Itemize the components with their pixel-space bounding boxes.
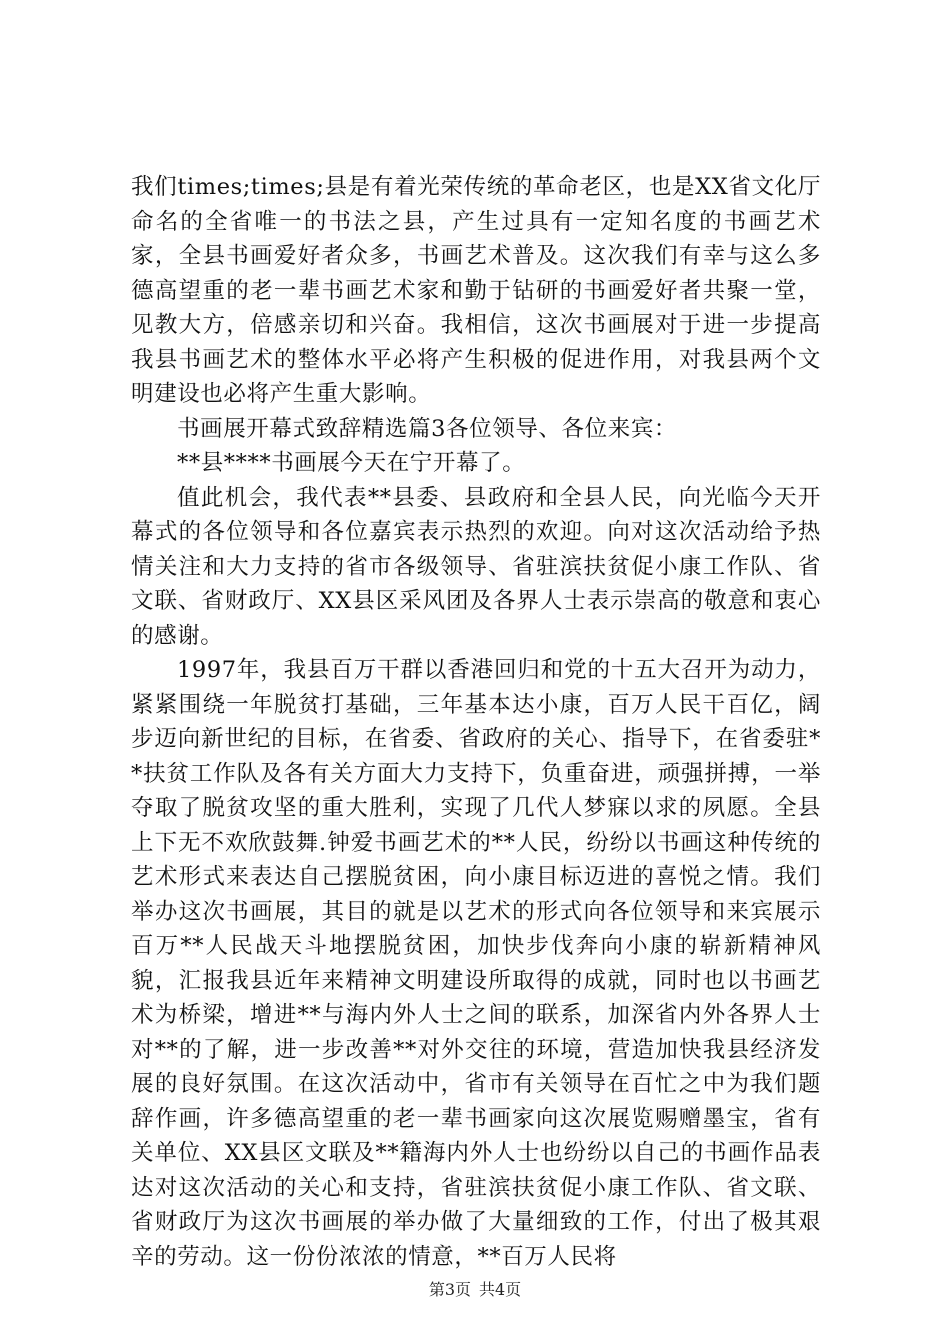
document-body [131,170,821,1274]
page-footer [0,1280,950,1300]
page-total: 共4页 [479,1280,522,1299]
paragraph-4: 值此机会，我代表**县委、县政府和全县人民，向光临今天开幕式的各位领导和各位嘉宾表示热烈的欢迎。向对这次活动给予热情关注和大力支持的省市各级领导、省驻滨扶贫促小康工作队、省文联、省财政厅、XX县区采风团及各界人士表示崇高的敬意和衷心的感谢。 [131,484,821,649]
paragraph-5: 1997年，我县百万干群以香港回归和党的十五大召开为动力，紧紧围绕一年脱贫打基础，三年基本达小康，百万人民干百亿，阔步迈向新世纪的目标，在省委、省政府的关心、指导下，在省委驻**扶贫工作队及各有关方面大力支持下，负重奋进，顽强拼搏，一举夺取了脱贫攻坚的重大胜利，实现了几代人梦寐以求的夙愿。全县上下无不欢欣鼓舞.钟爱书画艺术的**人民，纷纷以书画这种传统的艺术形式来表达自己摆脱贫困，向小康目标迈进的喜悦之情。我们举办这次书画展，其目的就是以艺术的形式向各位领导和来宾展示百万**人民战天斗地摆脱贫困，加快步伐奔向小康的崭新精神风貌，汇报我县近年来精神文明建设所取得的成就，同时也以书画艺术为桥梁，增进**与海内外人士之间的联系，加深省内外各界人士对**的了解，进一步改善**对外交往的环境，营造加快我县经济发展的良好氛围。在这次活动中，省市有关领导在百忙之中为我们题辞作画，许多德高望重的老一辈书画家向这次展览赐赠墨宝，省有关单位、XX县区文联及**籍海内外人士也纷纷以自己的书画作品表达对这次活动的关心和支持，省驻滨扶贫促小康工作队、省文联、省财政厅为这次书画展的举办做了大量细致的工作，付出了极其艰辛的劳动。这一份份浓浓的情意，**百万人民将 [131,657,821,1270]
paragraph-2: 书画展开幕式致辞精选篇3各位领导、各位来宾： [177,415,678,442]
page-number: 第3页 [428,1280,471,1299]
paragraph-1: 我们times;times;县是有着光荣传统的革命老区，也是XX省文化厅命名的全省唯一的书法之县，产生过具有一定知名度的书画艺术家，全县书画爱好者众多，书画艺术普及。这次我们有幸与这么多德高望重的老一辈书画艺术家和勤于钻研的书画爱好者共聚一堂，见教大方，倍感亲切和兴奋。我相信，这次书画展对于进一步提高我县书画艺术的整体水平必将产生积极的促进作用，对我县两个文明建设也必将产生重大影响。 [131,174,821,407]
paragraph-3: **县****书画展今天在宁开幕了。 [177,450,526,476]
